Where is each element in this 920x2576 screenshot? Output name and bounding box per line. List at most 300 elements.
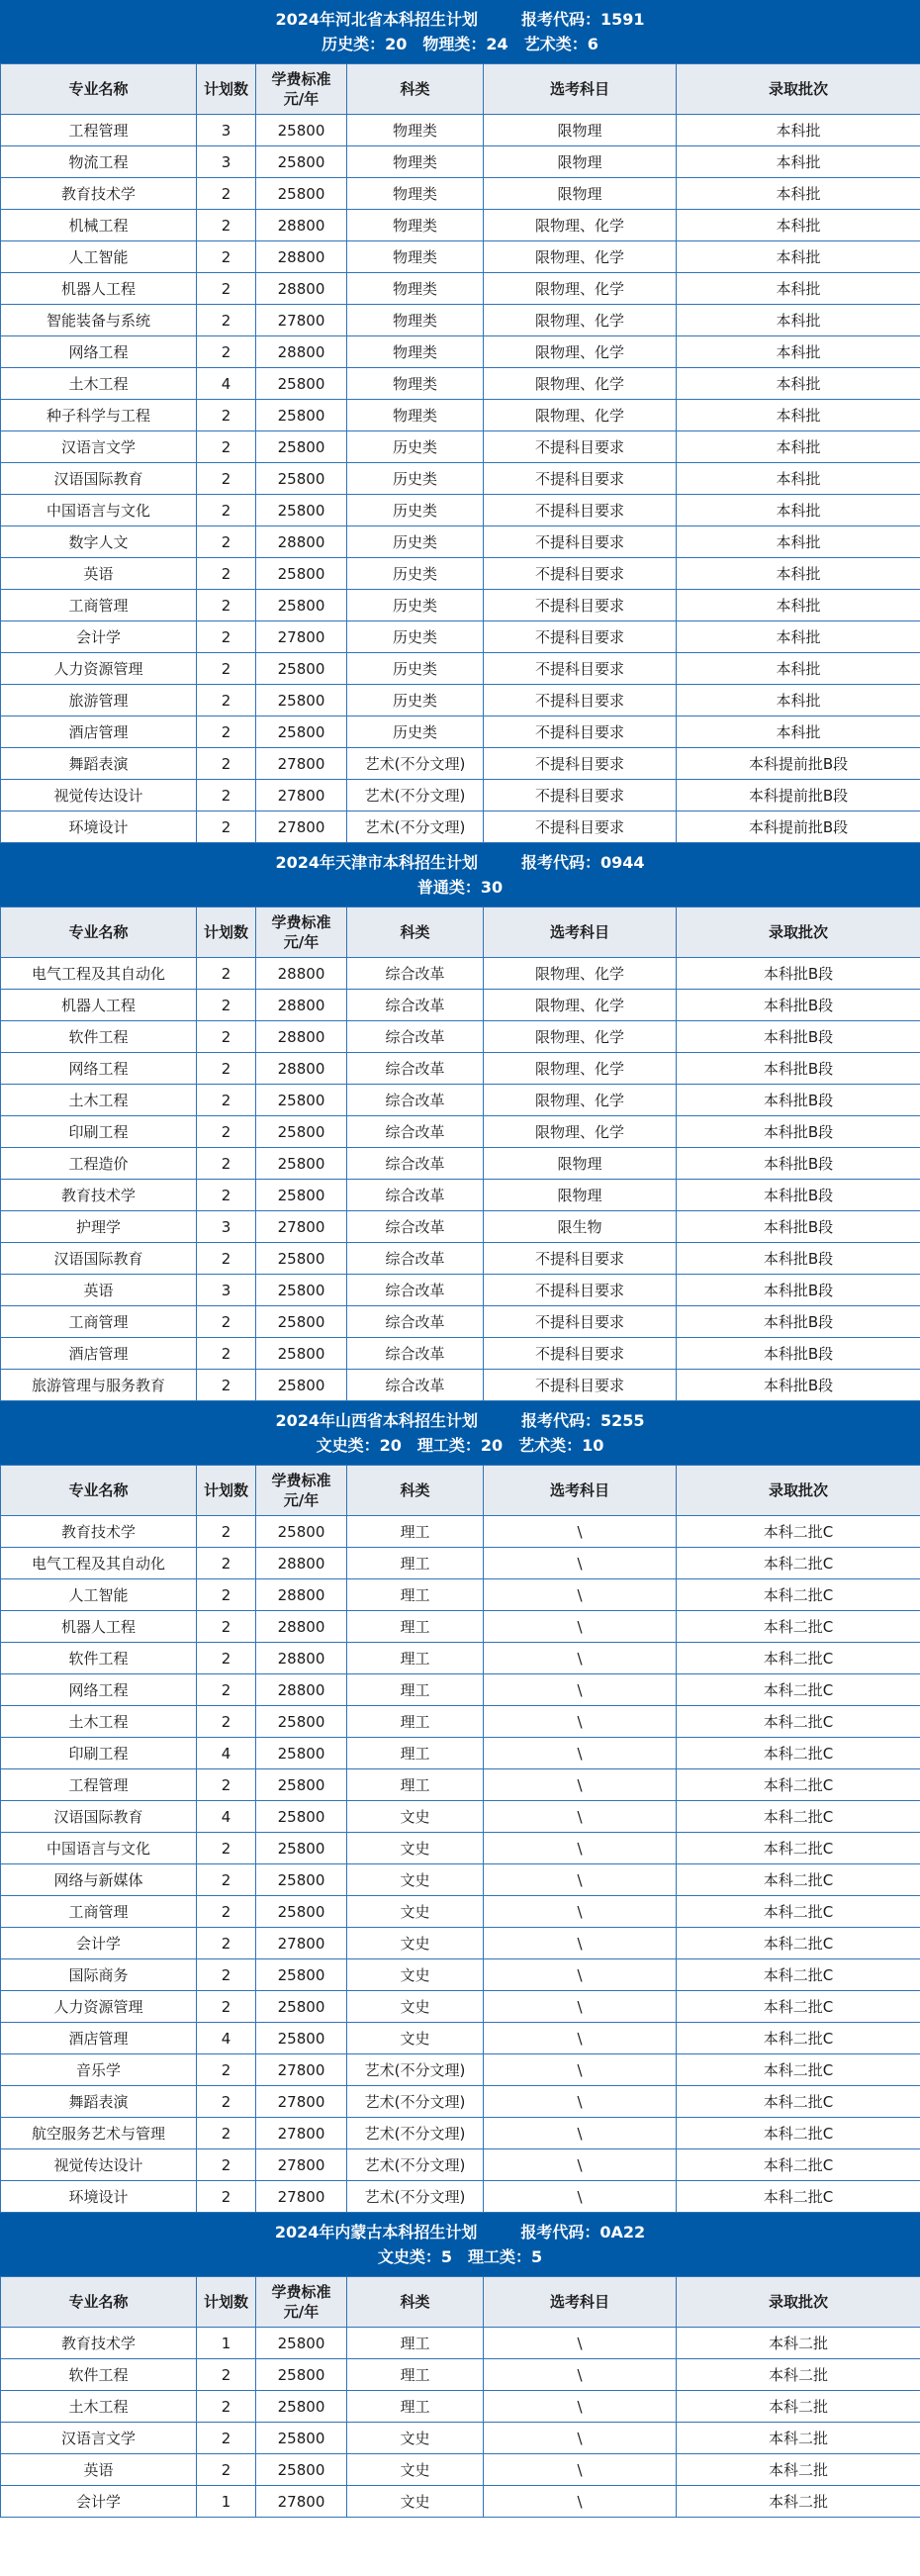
cell-category: 综合改革 bbox=[347, 1116, 484, 1148]
cell-admission-batch: 本科二批C bbox=[677, 2086, 920, 2118]
cell-major-name: 机器人工程 bbox=[1, 273, 197, 305]
cell-category: 综合改革 bbox=[347, 1211, 484, 1243]
cell-category: 历史类 bbox=[347, 653, 484, 685]
section-quota: 普通类：30 bbox=[416, 878, 504, 897]
cell-major-name: 舞蹈表演 bbox=[1, 2086, 197, 2118]
cell-subject-requirement: \ bbox=[484, 1959, 677, 1991]
cell-category: 文史 bbox=[347, 1928, 484, 1959]
cell-admission-batch: 本科二批 bbox=[677, 2328, 920, 2359]
cell-admission-batch: 本科提前批B段 bbox=[677, 748, 920, 780]
cell-subject-requirement: \ bbox=[484, 2149, 677, 2181]
cell-tuition: 25800 bbox=[256, 1306, 347, 1338]
cell-category: 历史类 bbox=[347, 463, 484, 495]
cell-subject-requirement: 不提科目要求 bbox=[484, 526, 677, 558]
table-row bbox=[1, 1991, 920, 2023]
table-row bbox=[1, 1180, 920, 1211]
cell-subject-requirement: 不提科目要求 bbox=[484, 431, 677, 463]
table-row bbox=[1, 2423, 920, 2454]
cell-major-name: 网络与新媒体 bbox=[1, 1864, 197, 1896]
cell-subject-requirement: \ bbox=[484, 1896, 677, 1928]
cell-tuition: 28800 bbox=[256, 1643, 347, 1674]
cell-plan-count: 2 bbox=[197, 1116, 256, 1148]
cell-category: 综合改革 bbox=[347, 1180, 484, 1211]
cell-plan-count: 2 bbox=[197, 305, 256, 336]
cell-subject-requirement: \ bbox=[484, 1674, 677, 1706]
table-row bbox=[1, 2359, 920, 2391]
table-row bbox=[1, 1611, 920, 1643]
cell-admission-batch: 本科二批 bbox=[677, 2454, 920, 2486]
column-header-tuition: 学费标准 元/年 bbox=[256, 1466, 347, 1516]
table-row bbox=[1, 1706, 920, 1738]
table-header-row bbox=[1, 907, 920, 958]
cell-category: 艺术(不分文理) bbox=[347, 2054, 484, 2086]
cell-plan-count: 2 bbox=[197, 2086, 256, 2118]
cell-category: 物理类 bbox=[347, 336, 484, 368]
table-row bbox=[1, 210, 920, 241]
column-header-category: 科类 bbox=[347, 1466, 484, 1516]
cell-tuition: 28800 bbox=[256, 336, 347, 368]
cell-plan-count: 2 bbox=[197, 2181, 256, 2213]
cell-category: 艺术(不分文理) bbox=[347, 2149, 484, 2181]
cell-category: 理工 bbox=[347, 2391, 484, 2423]
cell-major-name: 教育技术学 bbox=[1, 2328, 197, 2359]
cell-plan-count: 2 bbox=[197, 685, 256, 716]
cell-category: 艺术(不分文理) bbox=[347, 2118, 484, 2149]
cell-subject-requirement: \ bbox=[484, 1643, 677, 1674]
cell-major-name: 教育技术学 bbox=[1, 1180, 197, 1211]
cell-plan-count: 2 bbox=[197, 1643, 256, 1674]
table-row bbox=[1, 1211, 920, 1243]
column-header-admission-batch: 录取批次 bbox=[677, 1466, 920, 1516]
cell-subject-requirement: \ bbox=[484, 2454, 677, 2486]
cell-major-name: 护理学 bbox=[1, 1211, 197, 1243]
cell-plan-count: 3 bbox=[197, 1211, 256, 1243]
table-row bbox=[1, 400, 920, 431]
cell-admission-batch: 本科二批C bbox=[677, 1833, 920, 1864]
cell-tuition: 27800 bbox=[256, 780, 347, 811]
cell-major-name: 人工智能 bbox=[1, 241, 197, 273]
cell-tuition: 25800 bbox=[256, 1275, 347, 1306]
cell-category: 理工 bbox=[347, 1738, 484, 1769]
cell-major-name: 汉语国际教育 bbox=[1, 1243, 197, 1275]
cell-major-name: 环境设计 bbox=[1, 2181, 197, 2213]
cell-major-name: 汉语言文学 bbox=[1, 431, 197, 463]
cell-major-name: 网络工程 bbox=[1, 336, 197, 368]
table-header-row bbox=[1, 64, 920, 115]
cell-subject-requirement: \ bbox=[484, 1548, 677, 1579]
cell-subject-requirement: 不提科目要求 bbox=[484, 590, 677, 621]
cell-subject-requirement: 限生物 bbox=[484, 1211, 677, 1243]
cell-category: 综合改革 bbox=[347, 958, 484, 990]
column-header-plan-count: 计划数 bbox=[197, 1466, 256, 1516]
cell-plan-count: 2 bbox=[197, 558, 256, 590]
cell-plan-count: 4 bbox=[197, 1801, 256, 1833]
cell-major-name: 电气工程及其自动化 bbox=[1, 1548, 197, 1579]
cell-plan-count: 2 bbox=[197, 463, 256, 495]
table-row bbox=[1, 2118, 920, 2149]
cell-tuition: 25800 bbox=[256, 1769, 347, 1801]
table-row bbox=[1, 1306, 920, 1338]
cell-admission-batch: 本科二批C bbox=[677, 1548, 920, 1579]
cell-major-name: 酒店管理 bbox=[1, 716, 197, 748]
cell-admission-batch: 本科提前批B段 bbox=[677, 780, 920, 811]
table-row bbox=[1, 2486, 920, 2518]
cell-category: 综合改革 bbox=[347, 1306, 484, 1338]
cell-subject-requirement: \ bbox=[484, 1738, 677, 1769]
cell-plan-count: 1 bbox=[197, 2486, 256, 2518]
cell-major-name: 英语 bbox=[1, 1275, 197, 1306]
cell-tuition: 25800 bbox=[256, 1738, 347, 1769]
cell-category: 历史类 bbox=[347, 716, 484, 748]
table-row bbox=[1, 1864, 920, 1896]
table-row bbox=[1, 2181, 920, 2213]
section-quota: 文史类：5 理工类：5 bbox=[377, 2247, 543, 2266]
section-title: 2024年河北省本科招生计划 bbox=[275, 10, 478, 29]
cell-tuition: 25800 bbox=[256, 590, 347, 621]
cell-admission-batch: 本科二批C bbox=[677, 1516, 920, 1548]
cell-category: 综合改革 bbox=[347, 1085, 484, 1116]
cell-subject-requirement: \ bbox=[484, 1991, 677, 2023]
section-code: 报考代码：1591 bbox=[521, 10, 645, 29]
cell-admission-batch: 本科批 bbox=[677, 368, 920, 400]
cell-plan-count: 2 bbox=[197, 1674, 256, 1706]
column-header-category: 科类 bbox=[347, 907, 484, 958]
cell-tuition: 28800 bbox=[256, 990, 347, 1021]
cell-admission-batch: 本科二批C bbox=[677, 2023, 920, 2054]
table-row bbox=[1, 1338, 920, 1370]
section-header bbox=[0, 1401, 920, 1465]
table-row bbox=[1, 2086, 920, 2118]
cell-plan-count: 2 bbox=[197, 2149, 256, 2181]
section-header bbox=[0, 2213, 920, 2276]
cell-major-name: 土木工程 bbox=[1, 1706, 197, 1738]
cell-tuition: 25800 bbox=[256, 495, 347, 526]
cell-major-name: 机械工程 bbox=[1, 210, 197, 241]
table-row bbox=[1, 1896, 920, 1928]
cell-tuition: 25800 bbox=[256, 1801, 347, 1833]
table-row bbox=[1, 2454, 920, 2486]
cell-tuition: 28800 bbox=[256, 1053, 347, 1085]
cell-tuition: 25800 bbox=[256, 653, 347, 685]
cell-subject-requirement: 限物理 bbox=[484, 115, 677, 146]
cell-plan-count: 1 bbox=[197, 2328, 256, 2359]
table-row bbox=[1, 990, 920, 1021]
cell-admission-batch: 本科二批C bbox=[677, 1706, 920, 1738]
cell-subject-requirement: 限物理、化学 bbox=[484, 958, 677, 990]
cell-category: 综合改革 bbox=[347, 990, 484, 1021]
cell-plan-count: 2 bbox=[197, 2118, 256, 2149]
cell-subject-requirement: \ bbox=[484, 1611, 677, 1643]
cell-plan-count: 2 bbox=[197, 1706, 256, 1738]
cell-subject-requirement: 限物理、化学 bbox=[484, 1085, 677, 1116]
cell-subject-requirement: 不提科目要求 bbox=[484, 1243, 677, 1275]
cell-admission-batch: 本科批 bbox=[677, 653, 920, 685]
column-header-subject-requirement: 选考科目 bbox=[484, 907, 677, 958]
cell-admission-batch: 本科二批C bbox=[677, 2054, 920, 2086]
table-row bbox=[1, 1116, 920, 1148]
cell-category: 艺术(不分文理) bbox=[347, 780, 484, 811]
cell-subject-requirement: 不提科目要求 bbox=[484, 748, 677, 780]
cell-admission-batch: 本科二批C bbox=[677, 2181, 920, 2213]
plan-table bbox=[0, 1465, 920, 2213]
cell-plan-count: 2 bbox=[197, 780, 256, 811]
cell-major-name: 工商管理 bbox=[1, 1896, 197, 1928]
cell-category: 历史类 bbox=[347, 621, 484, 653]
cell-plan-count: 2 bbox=[197, 1959, 256, 1991]
cell-major-name: 会计学 bbox=[1, 2486, 197, 2518]
cell-major-name: 汉语国际教育 bbox=[1, 1801, 197, 1833]
cell-tuition: 25800 bbox=[256, 2454, 347, 2486]
table-row bbox=[1, 2149, 920, 2181]
column-header-major-name: 专业名称 bbox=[1, 64, 197, 115]
cell-plan-count: 2 bbox=[197, 1021, 256, 1053]
cell-admission-batch: 本科二批C bbox=[677, 1896, 920, 1928]
cell-admission-batch: 本科批B段 bbox=[677, 1306, 920, 1338]
column-header-tuition: 学费标准 元/年 bbox=[256, 907, 347, 958]
table-row bbox=[1, 590, 920, 621]
cell-subject-requirement: \ bbox=[484, 2118, 677, 2149]
cell-category: 艺术(不分文理) bbox=[347, 2086, 484, 2118]
column-header-subject-requirement: 选考科目 bbox=[484, 2277, 677, 2328]
cell-major-name: 土木工程 bbox=[1, 368, 197, 400]
cell-category: 理工 bbox=[347, 1769, 484, 1801]
cell-category: 历史类 bbox=[347, 590, 484, 621]
cell-plan-count: 2 bbox=[197, 1769, 256, 1801]
cell-plan-count: 2 bbox=[197, 2454, 256, 2486]
cell-plan-count: 2 bbox=[197, 431, 256, 463]
cell-tuition: 25800 bbox=[256, 1864, 347, 1896]
cell-plan-count: 2 bbox=[197, 1896, 256, 1928]
cell-plan-count: 2 bbox=[197, 1180, 256, 1211]
cell-tuition: 28800 bbox=[256, 210, 347, 241]
cell-tuition: 27800 bbox=[256, 2086, 347, 2118]
cell-category: 理工 bbox=[347, 1516, 484, 1548]
cell-tuition: 25800 bbox=[256, 1370, 347, 1401]
cell-major-name: 教育技术学 bbox=[1, 1516, 197, 1548]
table-row bbox=[1, 1579, 920, 1611]
cell-tuition: 28800 bbox=[256, 958, 347, 990]
cell-major-name: 英语 bbox=[1, 2454, 197, 2486]
cell-subject-requirement: 不提科目要求 bbox=[484, 1370, 677, 1401]
table-row bbox=[1, 1370, 920, 1401]
cell-category: 物理类 bbox=[347, 210, 484, 241]
cell-major-name: 物流工程 bbox=[1, 146, 197, 178]
cell-admission-batch: 本科批B段 bbox=[677, 1370, 920, 1401]
table-row bbox=[1, 336, 920, 368]
cell-tuition: 28800 bbox=[256, 1579, 347, 1611]
table-row bbox=[1, 558, 920, 590]
cell-admission-batch: 本科二批 bbox=[677, 2486, 920, 2518]
cell-tuition: 25800 bbox=[256, 2023, 347, 2054]
cell-admission-batch: 本科二批C bbox=[677, 1643, 920, 1674]
cell-admission-batch: 本科二批C bbox=[677, 1928, 920, 1959]
cell-major-name: 数字人文 bbox=[1, 526, 197, 558]
cell-major-name: 教育技术学 bbox=[1, 178, 197, 210]
cell-category: 综合改革 bbox=[347, 1148, 484, 1180]
table-row bbox=[1, 716, 920, 748]
cell-tuition: 25800 bbox=[256, 685, 347, 716]
cell-subject-requirement: 不提科目要求 bbox=[484, 1275, 677, 1306]
cell-subject-requirement: 限物理、化学 bbox=[484, 210, 677, 241]
table-row bbox=[1, 1833, 920, 1864]
cell-category: 历史类 bbox=[347, 685, 484, 716]
province-section bbox=[0, 1401, 920, 2213]
cell-plan-count: 2 bbox=[197, 400, 256, 431]
section-header bbox=[0, 0, 920, 63]
cell-major-name: 网络工程 bbox=[1, 1053, 197, 1085]
cell-category: 文史 bbox=[347, 2454, 484, 2486]
cell-plan-count: 2 bbox=[197, 653, 256, 685]
cell-subject-requirement: \ bbox=[484, 1928, 677, 1959]
cell-plan-count: 2 bbox=[197, 1516, 256, 1548]
cell-plan-count: 2 bbox=[197, 273, 256, 305]
cell-tuition: 25800 bbox=[256, 1833, 347, 1864]
cell-subject-requirement: \ bbox=[484, 1706, 677, 1738]
table-row bbox=[1, 1769, 920, 1801]
table-row bbox=[1, 685, 920, 716]
cell-major-name: 英语 bbox=[1, 558, 197, 590]
cell-major-name: 视觉传达设计 bbox=[1, 2149, 197, 2181]
table-row bbox=[1, 1275, 920, 1306]
cell-admission-batch: 本科批B段 bbox=[677, 1275, 920, 1306]
cell-admission-batch: 本科批B段 bbox=[677, 990, 920, 1021]
table-row bbox=[1, 958, 920, 990]
cell-admission-batch: 本科批B段 bbox=[677, 1180, 920, 1211]
cell-major-name: 人工智能 bbox=[1, 1579, 197, 1611]
cell-plan-count: 2 bbox=[197, 1991, 256, 2023]
table-row bbox=[1, 2023, 920, 2054]
cell-category: 综合改革 bbox=[347, 1021, 484, 1053]
cell-admission-batch: 本科批 bbox=[677, 146, 920, 178]
cell-major-name: 电气工程及其自动化 bbox=[1, 958, 197, 990]
cell-plan-count: 3 bbox=[197, 1275, 256, 1306]
cell-subject-requirement: \ bbox=[484, 2423, 677, 2454]
cell-category: 理工 bbox=[347, 2359, 484, 2391]
cell-subject-requirement: 不提科目要求 bbox=[484, 621, 677, 653]
cell-subject-requirement: \ bbox=[484, 2328, 677, 2359]
table-row bbox=[1, 305, 920, 336]
cell-admission-batch: 本科二批 bbox=[677, 2423, 920, 2454]
section-title: 2024年山西省本科招生计划 bbox=[275, 1411, 478, 1430]
cell-category: 理工 bbox=[347, 1706, 484, 1738]
table-row bbox=[1, 1801, 920, 1833]
cell-plan-count: 2 bbox=[197, 2359, 256, 2391]
cell-tuition: 28800 bbox=[256, 1021, 347, 1053]
column-header-subject-requirement: 选考科目 bbox=[484, 1466, 677, 1516]
cell-subject-requirement: \ bbox=[484, 2086, 677, 2118]
cell-subject-requirement: \ bbox=[484, 2181, 677, 2213]
cell-plan-count: 3 bbox=[197, 115, 256, 146]
cell-subject-requirement: \ bbox=[484, 2391, 677, 2423]
cell-subject-requirement: \ bbox=[484, 1801, 677, 1833]
cell-plan-count: 2 bbox=[197, 241, 256, 273]
cell-category: 综合改革 bbox=[347, 1275, 484, 1306]
cell-major-name: 工商管理 bbox=[1, 590, 197, 621]
cell-tuition: 27800 bbox=[256, 2054, 347, 2086]
cell-subject-requirement: 不提科目要求 bbox=[484, 463, 677, 495]
cell-major-name: 汉语国际教育 bbox=[1, 463, 197, 495]
cell-category: 物理类 bbox=[347, 146, 484, 178]
cell-admission-batch: 本科二批 bbox=[677, 2359, 920, 2391]
cell-admission-batch: 本科二批C bbox=[677, 1769, 920, 1801]
table-row bbox=[1, 178, 920, 210]
cell-plan-count: 2 bbox=[197, 2423, 256, 2454]
cell-tuition: 25800 bbox=[256, 2359, 347, 2391]
table-row bbox=[1, 1674, 920, 1706]
section-header bbox=[0, 843, 920, 906]
cell-category: 物理类 bbox=[347, 178, 484, 210]
cell-plan-count: 2 bbox=[197, 1579, 256, 1611]
column-header-admission-batch: 录取批次 bbox=[677, 907, 920, 958]
cell-admission-batch: 本科批 bbox=[677, 590, 920, 621]
cell-tuition: 25800 bbox=[256, 1243, 347, 1275]
cell-major-name: 国际商务 bbox=[1, 1959, 197, 1991]
cell-tuition: 25800 bbox=[256, 1706, 347, 1738]
cell-subject-requirement: \ bbox=[484, 1864, 677, 1896]
cell-admission-batch: 本科批 bbox=[677, 400, 920, 431]
table-row bbox=[1, 1643, 920, 1674]
cell-admission-batch: 本科批B段 bbox=[677, 1338, 920, 1370]
cell-major-name: 印刷工程 bbox=[1, 1738, 197, 1769]
cell-subject-requirement: 不提科目要求 bbox=[484, 1338, 677, 1370]
section-code: 报考代码：0944 bbox=[521, 853, 645, 872]
cell-admission-batch: 本科二批 bbox=[677, 2391, 920, 2423]
cell-plan-count: 2 bbox=[197, 2391, 256, 2423]
table-row bbox=[1, 811, 920, 843]
cell-plan-count: 2 bbox=[197, 958, 256, 990]
cell-admission-batch: 本科批B段 bbox=[677, 1211, 920, 1243]
column-header-category: 科类 bbox=[347, 64, 484, 115]
cell-tuition: 25800 bbox=[256, 368, 347, 400]
cell-subject-requirement: \ bbox=[484, 1833, 677, 1864]
cell-admission-batch: 本科二批C bbox=[677, 1991, 920, 2023]
table-row bbox=[1, 1085, 920, 1116]
cell-plan-count: 2 bbox=[197, 1306, 256, 1338]
cell-tuition: 25800 bbox=[256, 178, 347, 210]
cell-admission-batch: 本科批 bbox=[677, 621, 920, 653]
cell-tuition: 25800 bbox=[256, 716, 347, 748]
cell-tuition: 25800 bbox=[256, 1516, 347, 1548]
table-row bbox=[1, 495, 920, 526]
cell-admission-batch: 本科二批C bbox=[677, 1864, 920, 1896]
cell-major-name: 酒店管理 bbox=[1, 2023, 197, 2054]
cell-major-name: 环境设计 bbox=[1, 811, 197, 843]
cell-plan-count: 4 bbox=[197, 368, 256, 400]
cell-plan-count: 2 bbox=[197, 1338, 256, 1370]
cell-category: 物理类 bbox=[347, 241, 484, 273]
cell-subject-requirement: \ bbox=[484, 1516, 677, 1548]
cell-subject-requirement: \ bbox=[484, 1579, 677, 1611]
cell-major-name: 中国语言与文化 bbox=[1, 495, 197, 526]
cell-category: 综合改革 bbox=[347, 1053, 484, 1085]
cell-tuition: 25800 bbox=[256, 2391, 347, 2423]
plan-table bbox=[0, 906, 920, 1401]
section-code: 报考代码：5255 bbox=[521, 1411, 645, 1430]
cell-subject-requirement: 不提科目要求 bbox=[484, 685, 677, 716]
cell-tuition: 28800 bbox=[256, 1611, 347, 1643]
cell-tuition: 25800 bbox=[256, 115, 347, 146]
cell-major-name: 人力资源管理 bbox=[1, 653, 197, 685]
cell-category: 文史 bbox=[347, 1864, 484, 1896]
cell-tuition: 25800 bbox=[256, 1959, 347, 1991]
cell-category: 物理类 bbox=[347, 305, 484, 336]
table-row bbox=[1, 2391, 920, 2423]
cell-plan-count: 2 bbox=[197, 811, 256, 843]
cell-major-name: 土木工程 bbox=[1, 1085, 197, 1116]
cell-admission-batch: 本科批B段 bbox=[677, 958, 920, 990]
cell-major-name: 工商管理 bbox=[1, 1306, 197, 1338]
cell-category: 文史 bbox=[347, 1896, 484, 1928]
